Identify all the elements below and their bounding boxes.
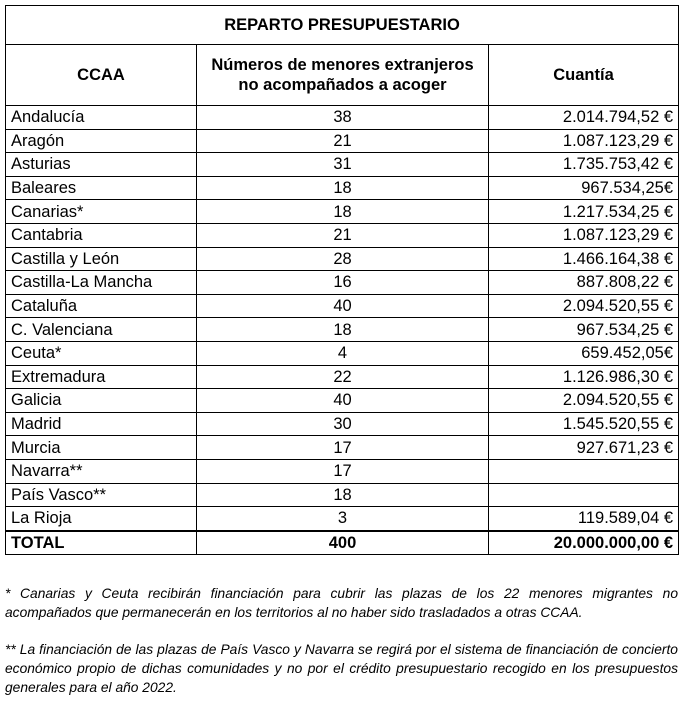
table-title: REPARTO PRESUPUESTARIO [6, 6, 679, 45]
count-cell: 16 [197, 271, 489, 295]
count-cell: 21 [197, 129, 489, 153]
amount-cell [489, 459, 679, 483]
region-cell: Cataluña [6, 294, 197, 318]
region-cell: Baleares [6, 176, 197, 200]
table-row [6, 294, 679, 318]
total-label: TOTAL [6, 531, 197, 555]
amount-cell: 967.534,25 € [489, 318, 679, 342]
table-row [6, 436, 679, 460]
table-row [6, 365, 679, 389]
amount-cell: 2.094.520,55 € [489, 389, 679, 413]
count-cell: 18 [197, 176, 489, 200]
table-row [6, 153, 679, 177]
region-cell: Extremadura [6, 365, 197, 389]
region-cell: Madrid [6, 412, 197, 436]
table-row [6, 176, 679, 200]
region-cell: Asturias [6, 153, 197, 177]
table-row [6, 200, 679, 224]
region-cell: Galicia [6, 389, 197, 413]
table-row [6, 507, 679, 531]
region-cell: La Rioja [6, 507, 197, 531]
table-row [6, 459, 679, 483]
table-row [6, 129, 679, 153]
count-cell: 17 [197, 436, 489, 460]
total-row [6, 531, 679, 555]
count-cell: 30 [197, 412, 489, 436]
region-cell: C. Valenciana [6, 318, 197, 342]
table-row [6, 223, 679, 247]
amount-cell: 659.452,05€ [489, 341, 679, 365]
region-cell: Aragón [6, 129, 197, 153]
table-row [6, 318, 679, 342]
region-cell: Castilla-La Mancha [6, 271, 197, 295]
footnote-single-asterisk: * Canarias y Ceuta recibirán financiación para cubrir las plazas de los 22 menores migrantes no acompañados que permanecerán en los territorios al no haber sido trasladados a otras CCAA. [5, 586, 678, 620]
count-cell: 31 [197, 153, 489, 177]
amount-cell: 887.808,22 € [489, 271, 679, 295]
region-cell: Murcia [6, 436, 197, 460]
count-cell: 38 [197, 106, 489, 130]
count-cell: 40 [197, 389, 489, 413]
amount-cell: 1.087.123,29 € [489, 129, 679, 153]
amount-cell: 1.545.520,55 € [489, 412, 679, 436]
total-amount: 20.000.000,00 € [489, 531, 679, 555]
table-row [6, 271, 679, 295]
footnote-double-asterisk: ** La financiación de las plazas de País Vasco y Navarra se regirá por el sistema de financiación de concierto económico propio de dichas comunidades y no por el crédito presupuestario recogido en los presupuestos generales para el año 2022. [5, 642, 678, 695]
count-cell: 18 [197, 483, 489, 507]
region-cell: Canarias* [6, 200, 197, 224]
count-cell: 17 [197, 459, 489, 483]
table-row [6, 483, 679, 507]
table-row [6, 341, 679, 365]
count-cell: 22 [197, 365, 489, 389]
region-cell: Castilla y León [6, 247, 197, 271]
count-cell: 18 [197, 200, 489, 224]
amount-cell: 927.671,23 € [489, 436, 679, 460]
count-cell: 3 [197, 507, 489, 531]
table-title-row [6, 6, 679, 45]
count-cell: 4 [197, 341, 489, 365]
region-cell: Cantabria [6, 223, 197, 247]
column-header-region: CCAA [6, 45, 197, 106]
amount-cell: 967.534,25€ [489, 176, 679, 200]
table-row [6, 389, 679, 413]
count-cell: 28 [197, 247, 489, 271]
budget-table [5, 5, 679, 555]
amount-cell: 119.589,04 € [489, 507, 679, 531]
amount-cell: 1.466.164,38 € [489, 247, 679, 271]
amount-cell: 1.217.534,25 € [489, 200, 679, 224]
amount-cell: 2.014.794,52 € [489, 106, 679, 130]
total-count: 400 [197, 531, 489, 555]
table-row [6, 106, 679, 130]
amount-cell: 1.126.986,30 € [489, 365, 679, 389]
region-cell: Andalucía [6, 106, 197, 130]
column-header-amount: Cuantía [489, 45, 679, 106]
table-header-row [6, 45, 679, 106]
amount-cell: 1.735.753,42 € [489, 153, 679, 177]
count-cell: 18 [197, 318, 489, 342]
table-row [6, 247, 679, 271]
column-header-count: Números de menores extranjeros no acompañados a acoger [197, 45, 489, 106]
region-cell: País Vasco** [6, 483, 197, 507]
region-cell: Navarra** [6, 459, 197, 483]
amount-cell: 1.087.123,29 € [489, 223, 679, 247]
count-cell: 21 [197, 223, 489, 247]
amount-cell: 2.094.520,55 € [489, 294, 679, 318]
count-cell: 40 [197, 294, 489, 318]
table-body [6, 106, 679, 531]
amount-cell [489, 483, 679, 507]
region-cell: Ceuta* [6, 341, 197, 365]
table-row [6, 412, 679, 436]
